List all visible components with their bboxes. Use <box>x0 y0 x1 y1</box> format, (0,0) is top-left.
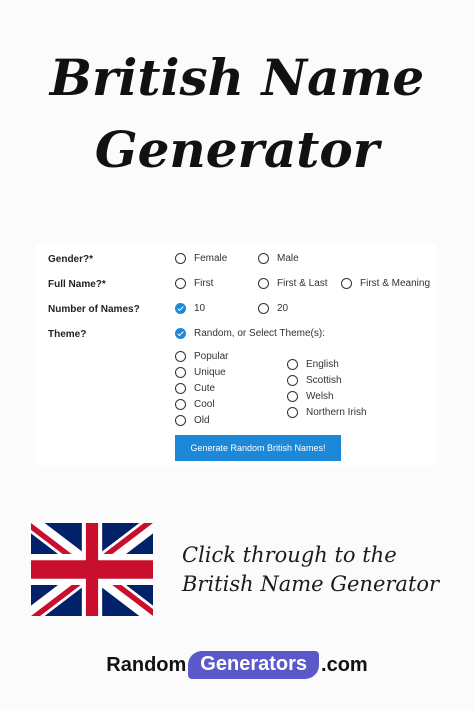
gender-label: Gender?* <box>48 254 94 265</box>
theme-old-label: Old <box>194 415 210 426</box>
generator-form <box>36 243 436 465</box>
radio-unchecked-icon <box>175 367 186 378</box>
theme-old-radio[interactable] <box>175 415 210 426</box>
count-10-label: 10 <box>194 303 206 314</box>
radio-unchecked-icon <box>258 278 269 289</box>
theme-scottish-label: Scottish <box>306 375 342 386</box>
radio-unchecked-icon <box>175 253 186 264</box>
theme-scottish-radio[interactable] <box>287 375 342 386</box>
theme-cool-label: Cool <box>194 399 215 410</box>
theme-popular-radio[interactable] <box>175 351 228 362</box>
union-jack-flag-icon <box>31 523 153 616</box>
gender-female-label: Female <box>194 253 228 264</box>
gender-male-radio[interactable] <box>258 253 299 264</box>
theme-welsh-label: Welsh <box>306 391 334 402</box>
count-label: Number of Names? <box>48 304 140 315</box>
theme-english-radio[interactable] <box>287 359 339 370</box>
radio-unchecked-icon <box>258 253 269 264</box>
radio-checked-icon <box>175 328 186 339</box>
count-20-label: 20 <box>277 303 289 314</box>
radio-unchecked-icon <box>175 351 186 362</box>
radio-unchecked-icon <box>341 278 352 289</box>
radio-unchecked-icon <box>287 375 298 386</box>
generate-button[interactable]: Generate Random British Names! <box>175 435 341 461</box>
radio-unchecked-icon <box>258 303 269 314</box>
fullname-first-meaning-radio[interactable] <box>341 278 430 289</box>
theme-popular-label: Popular <box>194 351 229 362</box>
radio-unchecked-icon <box>175 415 186 426</box>
brand-logo-pill: Generators <box>188 651 319 679</box>
theme-northern-irish-radio[interactable] <box>287 407 367 418</box>
count-10-radio[interactable] <box>175 303 205 314</box>
count-20-radio[interactable] <box>258 303 288 314</box>
theme-english-label: English <box>306 359 339 370</box>
theme-welsh-radio[interactable] <box>287 391 334 402</box>
brand-logo[interactable] <box>0 651 474 679</box>
theme-random-label: Random, or Select Theme(s): <box>194 328 325 339</box>
fullname-first-radio[interactable] <box>175 278 213 289</box>
radio-unchecked-icon <box>287 391 298 402</box>
gender-female-radio[interactable] <box>175 253 227 264</box>
cta-line-1: Click through to the <box>182 543 397 567</box>
brand-logo-left: Random <box>106 653 187 676</box>
radio-unchecked-icon <box>175 278 186 289</box>
page-title-line-1: British Name <box>49 48 425 107</box>
radio-unchecked-icon <box>175 399 186 410</box>
theme-unique-label: Unique <box>194 367 226 378</box>
gender-male-label: Male <box>277 253 299 264</box>
theme-cool-radio[interactable] <box>175 399 215 410</box>
fullname-first-last-radio[interactable] <box>258 278 328 289</box>
radio-unchecked-icon <box>287 407 298 418</box>
cta-line-2: British Name Generator <box>182 572 440 596</box>
brand-logo-right: .com <box>321 653 368 676</box>
page-title-line-2: Generator <box>94 120 380 179</box>
fullname-first-label: First <box>194 278 214 289</box>
theme-cute-radio[interactable] <box>175 383 215 394</box>
theme-cute-label: Cute <box>194 383 216 394</box>
radio-checked-icon <box>175 303 186 314</box>
theme-label: Theme? <box>48 329 87 340</box>
radio-unchecked-icon <box>175 383 186 394</box>
radio-unchecked-icon <box>287 359 298 370</box>
fullname-first-last-label: First & Last <box>277 278 328 289</box>
fullname-first-meaning-label: First & Meaning <box>360 278 431 289</box>
theme-northern-irish-label: Northern Irish <box>306 407 367 418</box>
theme-random-radio[interactable] <box>175 328 325 339</box>
fullname-label: Full Name?* <box>48 279 106 290</box>
theme-unique-radio[interactable] <box>175 367 226 378</box>
